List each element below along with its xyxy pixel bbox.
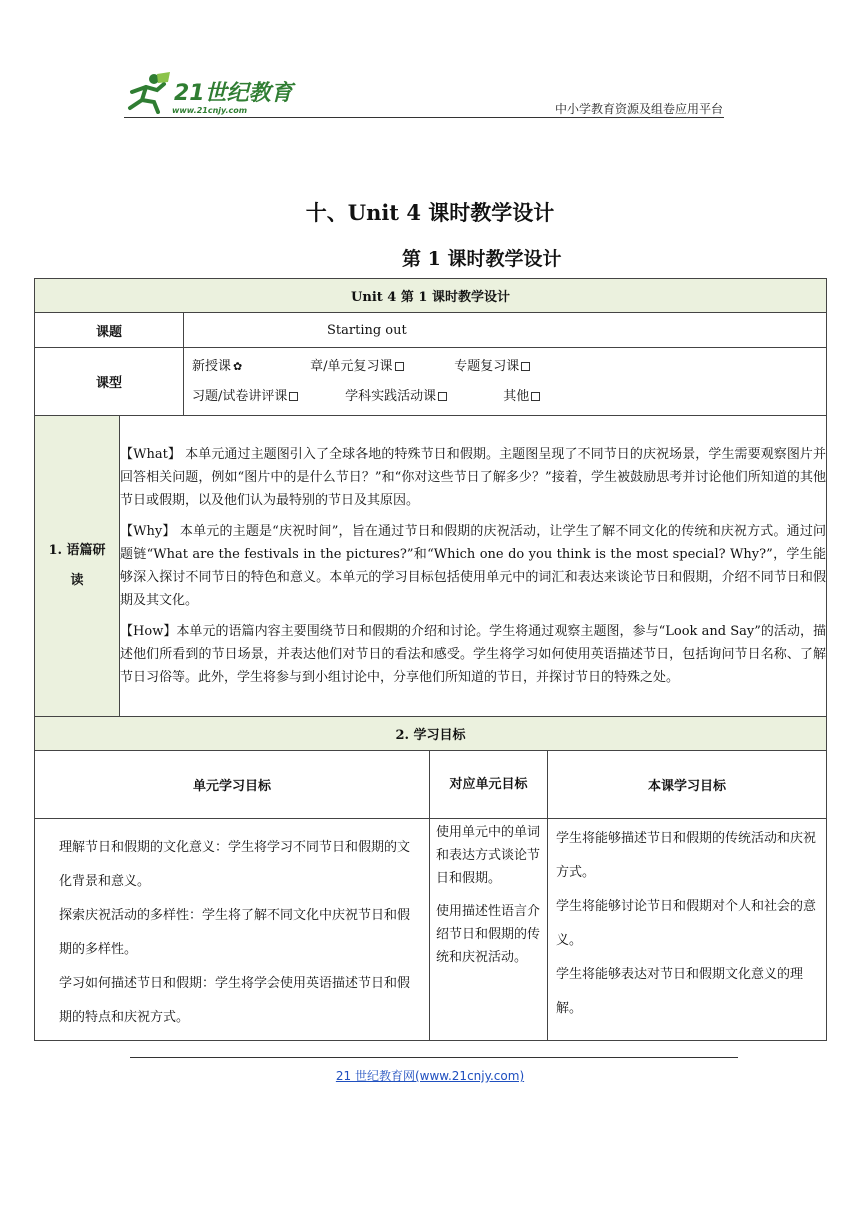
footer-link[interactable]: 21 世纪教育网(www.21cnjy.com): [335, 1069, 525, 1083]
what-paragraph: 【What】 本单元通过主题图引入了全球各地的特殊节日和假期。主题图呈现了不同节日的庆祝场景，学生需要观察图片并回答相关问题，例如“图片中的是什么节日？”和“你对这些节日了解多少？”接着，学生被鼓励思考并讨论他们所知道的其他节日或假期，以及他们认为最特别的节日及其原因。: [120, 447, 827, 508]
site-logo: [124, 70, 294, 120]
checkbox-icon: [395, 362, 404, 371]
why-paragraph: 【Why】 本单元的主题是“庆祝时间”，旨在通过节日和假期的庆祝活动，让学生了解不同文化的传统和庆祝方式。通过问题链“What are the festivals in the pictures?”和“Which one do you think is the most special? Why?”，学生能够深入探讨不同节日的特色和意义。本单元的学习目标包括使用单元中的词汇和表达来谈论节日和假期，介绍不同节日和假期及其文化。: [120, 524, 827, 608]
lesson-goal-item: 学生将能够表达对节日和假期文化意义的理解。: [556, 967, 804, 1016]
footer-divider: [130, 1057, 738, 1058]
type-option-new[interactable]: 新授课 ✿: [192, 358, 243, 374]
corresponding-goals-cell: [430, 819, 548, 1041]
unit-goal-item: 探索庆祝活动的多样性：学生将了解不同文化中庆祝节日和假期的多样性。: [59, 908, 411, 957]
checkbox-icon: [521, 362, 530, 371]
corresponding-goal-item: 使用单元中的单词和表达方式谈论节日和假期。: [436, 825, 541, 886]
runner-icon: [124, 70, 174, 114]
lesson-goal-item: 学生将能够讨论节日和假期对个人和社会的意义。: [556, 899, 817, 948]
checkbox-icon: [531, 392, 540, 401]
topic-text: Starting out: [327, 322, 407, 338]
unit-goal-item: 理解节日和假期的文化意义：学生将学习不同节日和假期的文化背景和意义。: [59, 840, 411, 889]
how-paragraph: 【How】本单元的语篇内容主要围绕节日和假期的介绍和讨论。学生将通过观察主题图，参与“Look and Say”的活动，描述他们所看到的节日场景，并表达他们对节日的看法和感受。学生将学习如何使用英语描述节日，包括询问节日名称、了解节日习俗等。此外，学生将参与到小组讨论中，分享他们所知道的节日，并探讨节日的特殊之处。: [120, 624, 827, 685]
topic-value: [184, 313, 827, 348]
type-option-unit-review[interactable]: 章/单元复习课: [310, 352, 450, 382]
page-title: 十、Unit 4 课时教学设计: [305, 200, 555, 225]
lesson-plan-table: [34, 278, 827, 1041]
col-lesson-goals: 本课学习目标: [548, 751, 827, 819]
topic-label: 课题: [35, 313, 184, 348]
checkbox-icon: [438, 392, 447, 401]
checkbox-icon: [289, 392, 298, 401]
type-option-other[interactable]: 其他: [503, 382, 540, 412]
header-divider: [124, 117, 724, 118]
logo-url: www.21cnjy.com: [172, 106, 248, 115]
corresponding-goal-item: 使用描述性语言介绍节日和假期的传统和庆祝活动。: [436, 904, 541, 965]
type-option-topic-review[interactable]: 专题复习课: [454, 352, 530, 382]
col-corresponding: 对应单元目标: [430, 751, 548, 819]
lesson-goal-item: 学生将能够描述节日和假期的传统活动和庆祝方式。: [556, 831, 817, 880]
lesson-types-row-2: [184, 382, 826, 412]
type-label: 课型: [35, 348, 184, 416]
type-option-practice[interactable]: 学科实践活动课: [345, 382, 499, 412]
platform-name: 中小学教育资源及组卷应用平台: [554, 102, 723, 116]
section1-label: 1. 语篇研读: [35, 416, 120, 717]
col-unit-goals: 单元学习目标: [35, 751, 430, 819]
lesson-types-row-1: [184, 352, 826, 382]
logo-text: 21世纪教育: [174, 81, 293, 106]
type-option-exercise[interactable]: 习题/试卷讲评课: [192, 382, 341, 412]
lesson-goals-cell: [548, 819, 827, 1041]
page-subtitle: 第 1 课时教学设计: [402, 248, 562, 270]
unit-goal-item: 学习如何描述节日和假期：学生将学会使用英语描述节日和假期的特点和庆祝方式。: [59, 976, 411, 1025]
unit-goals-cell: [35, 819, 430, 1041]
section1-content: [120, 416, 827, 717]
table-header: Unit 4 第 1 课时教学设计: [35, 279, 827, 313]
lesson-types: [184, 348, 827, 416]
gear-icon: ✿: [233, 359, 243, 373]
section2-label: 2. 学习目标: [35, 717, 827, 751]
